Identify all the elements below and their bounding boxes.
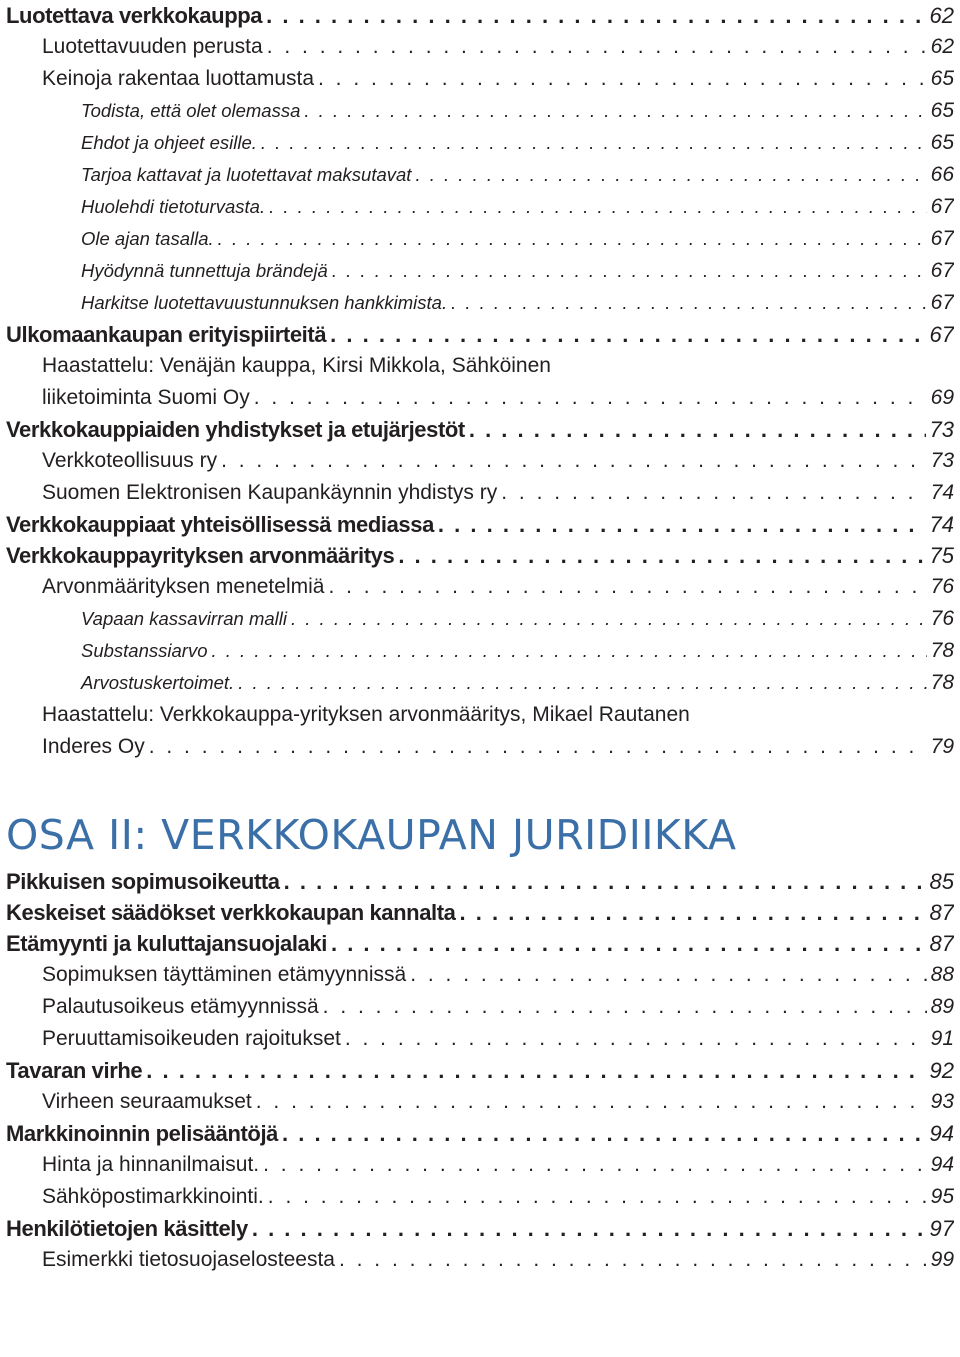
toc-entry-page-number: 89 <box>930 995 954 1018</box>
dot-leader <box>218 223 927 255</box>
toc-entry-level-3 <box>6 159 954 191</box>
dot-leader <box>398 540 925 571</box>
toc-entry-page-number: 74 <box>929 512 954 537</box>
dot-leader <box>469 414 926 445</box>
toc-entry-level-2 <box>6 959 954 991</box>
toc-entry-page-number: 75 <box>929 543 954 568</box>
toc-entry-level-1 <box>6 319 954 350</box>
toc-entry-level-1 <box>6 866 954 897</box>
toc-entry-title: Verkkokauppiaiden yhdistykset ja etujärjestöt <box>6 417 465 442</box>
toc-entry-page-number: 78 <box>930 671 954 694</box>
toc-entry-level-3 <box>6 223 954 255</box>
toc-entry-page-number: 67 <box>930 259 954 282</box>
toc-entry-title: Arvonmäärityksen menetelmiä <box>42 575 325 598</box>
toc-entry-title: Ehdot ja ohjeet esille. <box>81 132 257 153</box>
toc-entry-level-1 <box>6 414 954 445</box>
toc-entry-level-3 <box>6 127 954 159</box>
toc-entry-title: Keskeiset säädökset verkkokaupan kannalta <box>6 900 456 925</box>
toc-entry-title: Markkinoinnin pelisääntöjä <box>6 1121 278 1146</box>
toc-entry-page-number: 66 <box>930 163 954 186</box>
toc-part-2 <box>6 866 954 1276</box>
dot-leader <box>332 255 927 287</box>
toc-part-1 <box>6 0 954 763</box>
dot-leader <box>451 287 927 319</box>
toc-entry-title: Tavaran virhe <box>6 1058 143 1083</box>
toc-entry-title: Keinoja rakentaa luottamusta <box>42 67 315 90</box>
toc-entry-level-1 <box>6 1213 954 1244</box>
toc-entry-page-number: 69 <box>930 386 954 409</box>
dot-leader <box>254 382 927 414</box>
section-heading: OSA II: VERKKOKAUPAN JURIDIIKKA <box>6 811 737 859</box>
toc-entry-title: Vapaan kassavirran malli <box>81 608 287 629</box>
toc-entry-level-1 <box>6 1055 954 1086</box>
toc-entry-level-2 <box>6 63 954 95</box>
toc-entry-level-2 <box>6 1149 954 1181</box>
toc-entry-level-3 <box>6 95 954 127</box>
toc-entry-level-2 <box>6 477 954 509</box>
toc-entry-page-number: 78 <box>930 639 954 662</box>
dot-leader <box>331 928 926 959</box>
toc-entry-level-2 <box>6 382 954 414</box>
toc-entry-page-number: 97 <box>929 1216 954 1241</box>
dot-leader <box>252 1213 926 1244</box>
toc-entry-title: Harkitse luotettavuustunnuksen hankkimista. <box>81 292 448 313</box>
toc-entry-title: liiketoiminta Suomi Oy <box>42 386 250 409</box>
dot-leader <box>256 1086 927 1118</box>
dot-leader <box>304 95 926 127</box>
dot-leader <box>323 991 927 1023</box>
dot-leader <box>266 0 925 31</box>
toc-entry-page-number: 74 <box>930 481 954 504</box>
toc-entry-page-number: 76 <box>930 607 954 630</box>
toc-entry-page-number: 67 <box>929 322 954 347</box>
toc-entry-page-number: 93 <box>930 1090 954 1113</box>
dot-leader <box>415 159 926 191</box>
dot-leader <box>268 1181 927 1213</box>
toc-entry-title: Verkkoteollisuus ry <box>42 449 218 472</box>
toc-entry-level-2 <box>6 1244 954 1276</box>
toc-entry-level-3 <box>6 255 954 287</box>
toc-entry-level-1 <box>6 540 954 571</box>
dot-leader <box>211 635 926 667</box>
dot-leader <box>291 603 927 635</box>
toc-entry-page-number: 85 <box>929 869 954 894</box>
toc-entry-title: Luotettava verkkokauppa <box>6 3 263 28</box>
toc-entry-title: Substanssiarvo <box>81 640 208 661</box>
toc-entry-page-number: 94 <box>930 1153 954 1176</box>
toc-entry-title: Henkilötietojen käsittely <box>6 1216 248 1241</box>
toc-entry-title: Inderes Oy <box>42 735 145 758</box>
toc-entry-title-line: Haastattelu: Verkkokauppa-yrityksen arvonmääritys, Mikael Rautanen <box>42 703 690 726</box>
toc-entry-title-line: Haastattelu: Venäjän kauppa, Kirsi Mikkola, Sähköinen <box>42 354 551 377</box>
toc-entry-page-number: 65 <box>930 131 954 154</box>
table-of-contents <box>6 0 954 1276</box>
toc-entry-level-3 <box>6 191 954 223</box>
toc-entry-level-1 <box>6 509 954 540</box>
dot-leader <box>238 667 926 699</box>
toc-entry-title: Etämyynti ja kuluttajansuojalaki <box>6 931 327 956</box>
toc-entry-title: Luotettavuuden perusta <box>42 35 263 58</box>
dot-leader <box>410 959 926 991</box>
dot-leader <box>460 897 926 928</box>
toc-entry-page-number: 67 <box>930 195 954 218</box>
toc-entry-page-number: 73 <box>929 417 954 442</box>
toc-entry-title: Suomen Elektronisen Kaupankäynnin yhdistys ry <box>42 481 498 504</box>
toc-entry-level-2 <box>6 1181 954 1213</box>
toc-entry-title: Hinta ja hinnanilmaisut. <box>42 1153 260 1176</box>
toc-entry-page-number: 92 <box>929 1058 954 1083</box>
toc-entry-level-1 <box>6 0 954 31</box>
toc-entry-title: Verkkokauppayrityksen arvonmääritys <box>6 543 395 568</box>
toc-entry-page-number: 88 <box>930 963 954 986</box>
toc-entry-page-number: 65 <box>930 67 954 90</box>
toc-entry-page-number: 62 <box>930 35 954 58</box>
dot-leader <box>146 1055 925 1086</box>
toc-entry-title: Virheen seuraamukset <box>42 1090 252 1113</box>
toc-entry-page-number: 76 <box>930 575 954 598</box>
toc-entry-title: Sopimuksen täyttäminen etämyynnissä <box>42 963 407 986</box>
toc-entry-level-2 <box>6 731 954 763</box>
toc-entry-page-number: 62 <box>929 3 954 28</box>
toc-entry-page-number: 99 <box>930 1248 954 1271</box>
toc-entry-page-number: 87 <box>929 900 954 925</box>
toc-entry-level-3 <box>6 603 954 635</box>
dot-leader <box>339 1244 927 1276</box>
toc-entry-level-2 <box>6 991 954 1023</box>
toc-entry-level-1 <box>6 928 954 959</box>
toc-entry-title: Ulkomaankaupan erityispiirteitä <box>6 322 327 347</box>
dot-leader <box>345 1023 927 1055</box>
toc-entry-title: Huolehdi tietoturvasta. <box>81 196 266 217</box>
toc-entry-title: Ole ajan tasalla. <box>81 228 214 249</box>
toc-entry-page-number: 73 <box>930 449 954 472</box>
toc-entry-level-2 <box>6 571 954 603</box>
toc-entry-title: Hyödynnä tunnettuja brändejä <box>81 260 328 281</box>
toc-entry-title: Peruuttamisoikeuden rajoitukset <box>42 1027 341 1050</box>
toc-entry-title: Palautusoikeus etämyynnissä <box>42 995 319 1018</box>
toc-entry-title: Esimerkki tietosuojaselosteesta <box>42 1248 335 1271</box>
toc-entry-page-number: 65 <box>930 99 954 122</box>
toc-entry-level-2 <box>6 445 954 477</box>
toc-entry-level-1 <box>6 1118 954 1149</box>
dot-leader <box>318 63 927 95</box>
toc-entry-level-2 <box>6 1023 954 1055</box>
dot-leader <box>261 127 927 159</box>
toc-entry-page-number: 87 <box>929 931 954 956</box>
toc-entry-level-2 <box>6 31 954 63</box>
dot-leader <box>330 319 925 350</box>
dot-leader <box>221 445 927 477</box>
dot-leader <box>269 191 927 223</box>
toc-entry-page-number: 67 <box>930 291 954 314</box>
dot-leader <box>328 571 926 603</box>
dot-leader <box>501 477 926 509</box>
toc-entry-level-1 <box>6 897 954 928</box>
dot-leader <box>263 1149 927 1181</box>
toc-entry-title: Pikkuisen sopimusoikeutta <box>6 869 280 894</box>
dot-leader <box>284 866 926 897</box>
toc-entry-title: Arvostuskertoimet. <box>81 672 235 693</box>
dot-leader <box>438 509 926 540</box>
toc-entry-title: Verkkokauppiaat yhteisöllisessä mediassa <box>6 512 434 537</box>
toc-entry-level-3 <box>6 667 954 699</box>
dot-leader <box>282 1118 926 1149</box>
toc-entry-page-number: 67 <box>930 227 954 250</box>
toc-entry-level-2 <box>6 1086 954 1118</box>
toc-entry-page-number: 95 <box>930 1185 954 1208</box>
toc-entry-title: Sähköpostimarkkinointi. <box>42 1185 264 1208</box>
dot-leader <box>149 731 927 763</box>
dot-leader <box>267 31 927 63</box>
toc-entry-page-number: 94 <box>929 1121 954 1146</box>
toc-entry-level-3 <box>6 287 954 319</box>
toc-entry-title: Tarjoa kattavat ja luotettavat maksutavat <box>81 164 412 185</box>
toc-entry-level-3 <box>6 635 954 667</box>
toc-entry-title: Todista, että olet olemassa <box>81 100 301 121</box>
toc-entry-page-number: 91 <box>930 1027 954 1050</box>
toc-entry-page-number: 79 <box>930 735 954 758</box>
